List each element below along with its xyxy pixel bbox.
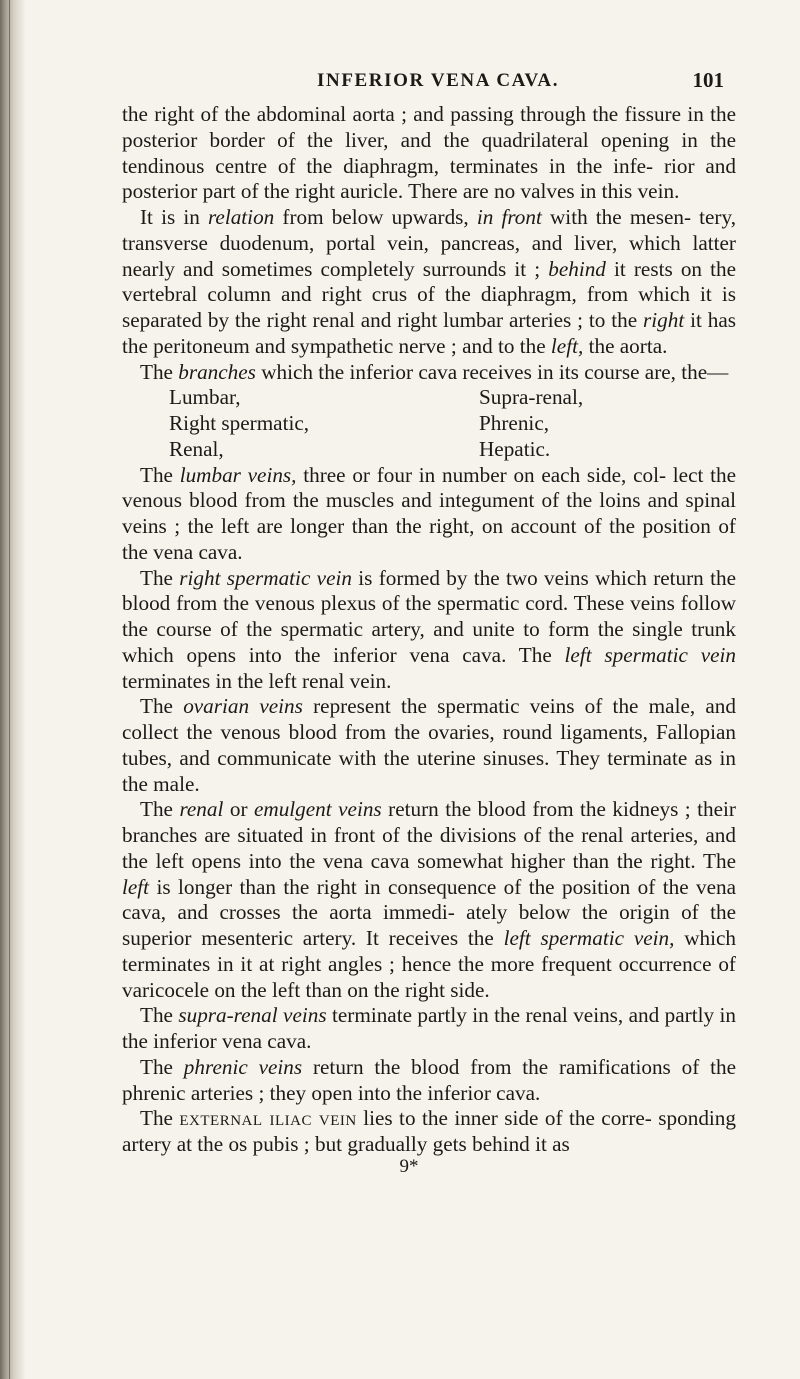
text-run: which the inferior cava receives in its course are, the— bbox=[255, 359, 729, 384]
text-run: is formed by the two veins which return the blood from the venous plexus of the spermatic cord. These veins follow the course of the spermatic artery, and unite to form the single trunk which opens into the inferior vena cava. The bbox=[122, 565, 736, 667]
text-run: terminate partly in the renal veins, and partly in the inferior vena cava. bbox=[122, 1003, 736, 1053]
italic-term: supra-renal veins bbox=[178, 1003, 327, 1028]
paragraph-relations bbox=[122, 205, 736, 360]
branch-item: Renal, bbox=[169, 436, 224, 461]
text-run: The bbox=[140, 359, 179, 384]
italic-term: right spermatic vein bbox=[179, 565, 352, 590]
italic-term: relation bbox=[207, 205, 275, 229]
page-gutter-shadow bbox=[0, 0, 26, 1379]
italic-term: left spermatic vein, bbox=[503, 926, 675, 950]
running-head: INFERIOR VENA CAVA. bbox=[317, 70, 560, 91]
text-run: The bbox=[140, 1106, 180, 1131]
text-run: It is in bbox=[140, 205, 208, 229]
text-run: return the blood from the kidneys ; their branches are situated in front of the divisions of the renal arteries, and the left opens into the vena cava somewhat higher than the right. The bbox=[122, 797, 736, 873]
text-run: the aorta. bbox=[583, 333, 668, 358]
branch-item: Supra-renal, bbox=[479, 385, 584, 410]
italic-term: emulgent veins bbox=[254, 797, 382, 822]
italic-term: phrenic veins bbox=[183, 1054, 303, 1079]
paragraph-renal bbox=[122, 797, 736, 1003]
italic-term: left, bbox=[550, 333, 584, 358]
paragraph-phrenic bbox=[122, 1055, 736, 1107]
text-run: The bbox=[140, 1054, 184, 1079]
paragraph-supra-renal bbox=[122, 1003, 736, 1055]
text-run: lies to the inner side of the corre- sponding artery at the os pubis ; but gradually gets behind it as bbox=[122, 1106, 736, 1156]
text-run: is longer than the right in consequence of the position of the vena cava, and crosses the aorta immedi- ately below the origin of the superior mesenteric artery. It receives the bbox=[122, 874, 736, 950]
italic-term: left spermatic vein bbox=[564, 642, 736, 667]
body-text bbox=[122, 102, 736, 385]
italic-term: lumbar veins, bbox=[179, 462, 297, 487]
branch-item: Phrenic, bbox=[479, 411, 550, 435]
branches-column-left bbox=[169, 385, 429, 462]
book-page bbox=[122, 62, 736, 1178]
text-run: The bbox=[140, 462, 180, 487]
paragraph-external-iliac bbox=[122, 1106, 736, 1158]
italic-term: in front bbox=[476, 205, 542, 229]
paragraph-ovarian bbox=[122, 694, 736, 797]
text-run: three or four in number on each side, col- lect the venous blood from the muscles and integument of the loins and spinal veins ; the left are longer than the right, on account of the position of the vena cava. bbox=[122, 462, 736, 564]
italic-term: renal bbox=[179, 797, 224, 822]
body-text-continued bbox=[122, 463, 736, 1158]
branch-item: Right spermatic, bbox=[169, 411, 310, 435]
text-run: The bbox=[140, 565, 180, 590]
text-run: terminates in the left renal vein. bbox=[122, 668, 392, 693]
branches-column-right bbox=[429, 385, 689, 462]
text-run: The bbox=[140, 694, 184, 719]
text-run: it rests on the vertebral column and right crus of the diaphragm, from which it is separated by the right renal and right lumbar arteries ; to the bbox=[122, 256, 736, 332]
text-run: The bbox=[140, 1003, 179, 1028]
small-caps-term: external iliac vein bbox=[179, 1106, 357, 1131]
italic-term: branches bbox=[178, 359, 256, 384]
text-run: represent the spermatic veins of the male, and collect the venous blood from the ovaries, round ligaments, Fallopian tubes, and communicate with the uterine sinuses. They terminate as in the male. bbox=[122, 694, 736, 796]
text-run: or bbox=[223, 797, 254, 822]
paragraph-spermatic bbox=[122, 566, 736, 695]
gutter-line bbox=[9, 0, 10, 1379]
text-run: from below upwards, bbox=[274, 205, 477, 229]
text-run: which terminates in it at right angles ; hence the more frequent occurrence of varicocele on the left than on the right side. bbox=[122, 926, 736, 1002]
italic-term: ovarian veins bbox=[183, 694, 303, 719]
italic-term: right bbox=[643, 308, 685, 332]
branch-item: Hepatic. bbox=[479, 436, 551, 461]
page-number: 101 bbox=[692, 68, 724, 92]
text-run: return the blood from the ramifications of the phrenic arteries ; they open into the inferior cava. bbox=[122, 1054, 737, 1105]
text-run: with the mesen- tery, transverse duodenum, portal vein, pancreas, and liver, which latter nearly and sometimes completely surrounds it ; bbox=[122, 205, 736, 281]
italic-term: left bbox=[122, 874, 150, 899]
text-run: it has the peritoneum and sympathetic nerve ; and to the bbox=[122, 308, 736, 358]
paragraph-lumbar bbox=[122, 463, 736, 566]
page-header bbox=[122, 62, 736, 102]
italic-term: behind bbox=[548, 256, 606, 281]
branch-item: Lumbar, bbox=[169, 385, 241, 410]
paragraph-continuation: the right of the abdominal aorta ; and passing through the fissure in the posterior border of the liver, and the quadrilateral opening in the tendinous centre of the diaphragm, terminates in the infe- rior and posterior part of the right auricle. There are no valves in this vein. bbox=[122, 102, 736, 204]
paragraph-branches-intro bbox=[122, 360, 736, 386]
branches-list bbox=[169, 385, 689, 462]
signature-mark: 9* bbox=[399, 1155, 419, 1177]
text-run: The bbox=[140, 797, 180, 822]
